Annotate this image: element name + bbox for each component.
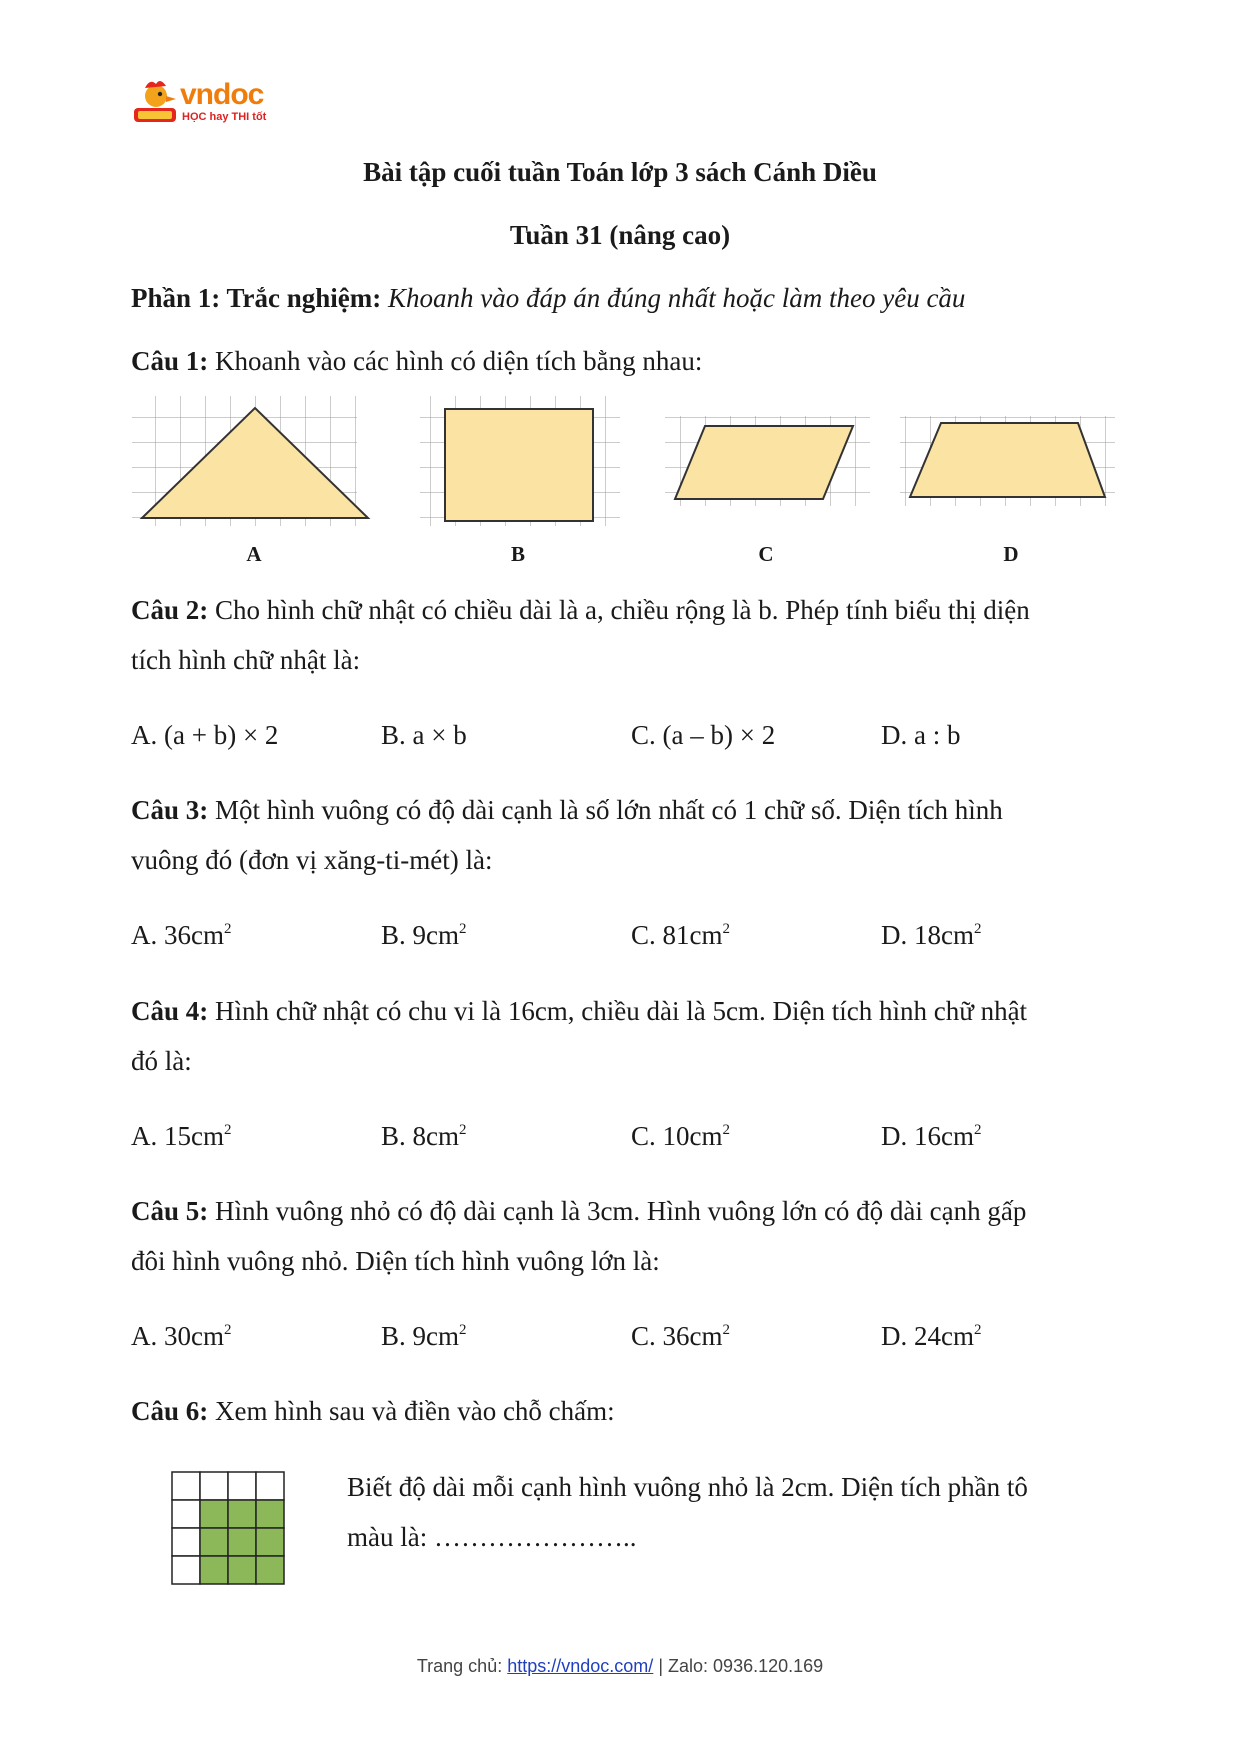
- q3-text-line1: Một hình vuông có độ dài cạnh là số lớn nhất có 1 chữ số. Diện tích hình: [215, 795, 1003, 825]
- figure-label-a: A: [246, 542, 262, 566]
- square-shape: [445, 409, 593, 521]
- q3-option-a[interactable]: A. $36cm^2$: [131, 920, 232, 950]
- q1-text: Khoanh vào các hình có diện tích bằng nhau:: [215, 346, 703, 376]
- parallelogram-shape: [675, 426, 853, 499]
- part1-heading: [131, 283, 965, 314]
- grid-cells: [172, 1472, 284, 1584]
- q3-text-line2: vuông đó (đơn vị xăng-ti-mét) là:: [131, 845, 493, 875]
- q2-option-d[interactable]: D. a : b: [881, 720, 961, 750]
- grid-cell: [172, 1528, 200, 1556]
- q6-description-line1: Biết độ dài mỗi cạnh hình vuông nhỏ là 2cm. Diện tích phần tô: [347, 1472, 1028, 1502]
- q5-text-line2: đôi hình vuông nhỏ. Diện tích hình vuông lớn là:: [131, 1246, 660, 1276]
- q4-text-line2: đó là:: [131, 1046, 192, 1076]
- footer: [0, 1656, 1240, 1677]
- grid-cell: [228, 1472, 256, 1500]
- q5-option-d[interactable]: D. $24cm^2$: [881, 1321, 982, 1351]
- q6-text: Xem hình sau và điền vào chỗ chấm:: [215, 1396, 615, 1426]
- grid-cell-shaded: [256, 1528, 284, 1556]
- q1-figures: [130, 392, 1120, 532]
- question-2: [131, 595, 1030, 626]
- footer-separator: |: [658, 1656, 664, 1676]
- q4-label: Câu 4:: [131, 996, 209, 1026]
- grid-cell: [256, 1472, 284, 1500]
- q4-option-d[interactable]: D. $16cm^2$: [881, 1121, 982, 1151]
- q3-option-b[interactable]: B. $9cm^2$: [381, 920, 467, 950]
- q6-label: Câu 6:: [131, 1396, 209, 1426]
- q5-option-a[interactable]: A. $30cm^2$: [131, 1321, 232, 1351]
- q6-description-line2: màu là: …………………..: [347, 1522, 637, 1552]
- footer-home-link[interactable]: https://vndoc.com/: [507, 1656, 654, 1676]
- q2-option-b[interactable]: B. a × b: [381, 720, 467, 750]
- q5-option-b[interactable]: B. $9cm^2$: [381, 1321, 467, 1351]
- figure-a-triangle[interactable]: [132, 396, 368, 526]
- vndoc-logo[interactable]: [130, 78, 290, 128]
- q4-option-c[interactable]: C. $10cm^2$: [631, 1121, 730, 1151]
- grid-cell: [172, 1500, 200, 1528]
- figure-c-parallelogram[interactable]: [665, 416, 870, 506]
- q5-option-c[interactable]: C. $36cm^2$: [631, 1321, 730, 1351]
- rooster-mascot-icon: [130, 78, 180, 126]
- page-subtitle: Tuần 31 (nâng cao): [509, 220, 731, 250]
- grid-cell: [172, 1472, 200, 1500]
- grid-cell-shaded: [228, 1528, 256, 1556]
- q3-label: Câu 3:: [131, 795, 209, 825]
- question-1: [131, 346, 702, 377]
- q4-option-a[interactable]: A. $15cm^2$: [131, 1121, 232, 1151]
- grid-cell-shaded: [228, 1556, 256, 1584]
- grid-cell: [172, 1556, 200, 1584]
- question-3: [131, 795, 1003, 826]
- q2-option-a[interactable]: A. (a + b) × 2: [131, 720, 279, 750]
- grid-cell-shaded: [200, 1500, 228, 1528]
- question-4: [131, 996, 1027, 1027]
- q2-text-line2: tích hình chữ nhật là:: [131, 645, 361, 675]
- figure-b-square[interactable]: [420, 396, 620, 526]
- figure-label-d: D: [1003, 542, 1019, 566]
- figure-d-trapezoid[interactable]: [900, 416, 1115, 506]
- footer-home-label: Trang chủ:: [416, 1656, 503, 1676]
- grid-cell: [200, 1472, 228, 1500]
- grid-cell-shaded: [256, 1500, 284, 1528]
- q4-option-b[interactable]: B. $8cm^2$: [381, 1121, 467, 1151]
- trapezoid-shape: [910, 423, 1105, 497]
- grid-cell-shaded: [200, 1528, 228, 1556]
- grid-cell-shaded: [200, 1556, 228, 1584]
- q2-text-line1: Cho hình chữ nhật có chiều dài là a, chiều rộng là b. Phép tính biểu thị diện: [215, 595, 1030, 625]
- logo-wordmark: vndoc: [180, 78, 264, 111]
- q3-option-d[interactable]: D. $18cm^2$: [881, 920, 982, 950]
- q5-label: Câu 5:: [131, 1196, 209, 1226]
- figure-label-c: C: [758, 542, 774, 566]
- figure-label-b: B: [510, 542, 525, 566]
- q3-option-c[interactable]: C. $81cm^2$: [631, 920, 730, 950]
- part1-instruction: Khoanh vào đáp án đúng nhất hoặc làm theo yêu cầu: [388, 283, 966, 313]
- grid-cell-shaded: [228, 1500, 256, 1528]
- footer-zalo: Zalo: 0936.120.169: [668, 1656, 824, 1676]
- question-6: [131, 1396, 615, 1427]
- q2-label: Câu 2:: [131, 595, 209, 625]
- page-title: Bài tập cuối tuần Toán lớp 3 sách Cánh Diều: [363, 157, 877, 187]
- q2-option-c[interactable]: C. (a – b) × 2: [631, 720, 776, 750]
- part1-label: Phần 1: Trắc nghiệm:: [131, 283, 382, 313]
- q4-text-line1: Hình chữ nhật có chu vi là 16cm, chiều dài là 5cm. Diện tích hình chữ nhật: [215, 996, 1028, 1026]
- question-5: [131, 1196, 1026, 1227]
- logo-slogan: HỌC hay THI tốt: [182, 111, 267, 123]
- q1-label: Câu 1:: [131, 346, 209, 376]
- q6-grid-figure: [170, 1470, 286, 1586]
- grid-cell-shaded: [256, 1556, 284, 1584]
- q5-text-line1: Hình vuông nhỏ có độ dài cạnh là 3cm. Hình vuông lớn có độ dài cạnh gấp: [215, 1196, 1027, 1226]
